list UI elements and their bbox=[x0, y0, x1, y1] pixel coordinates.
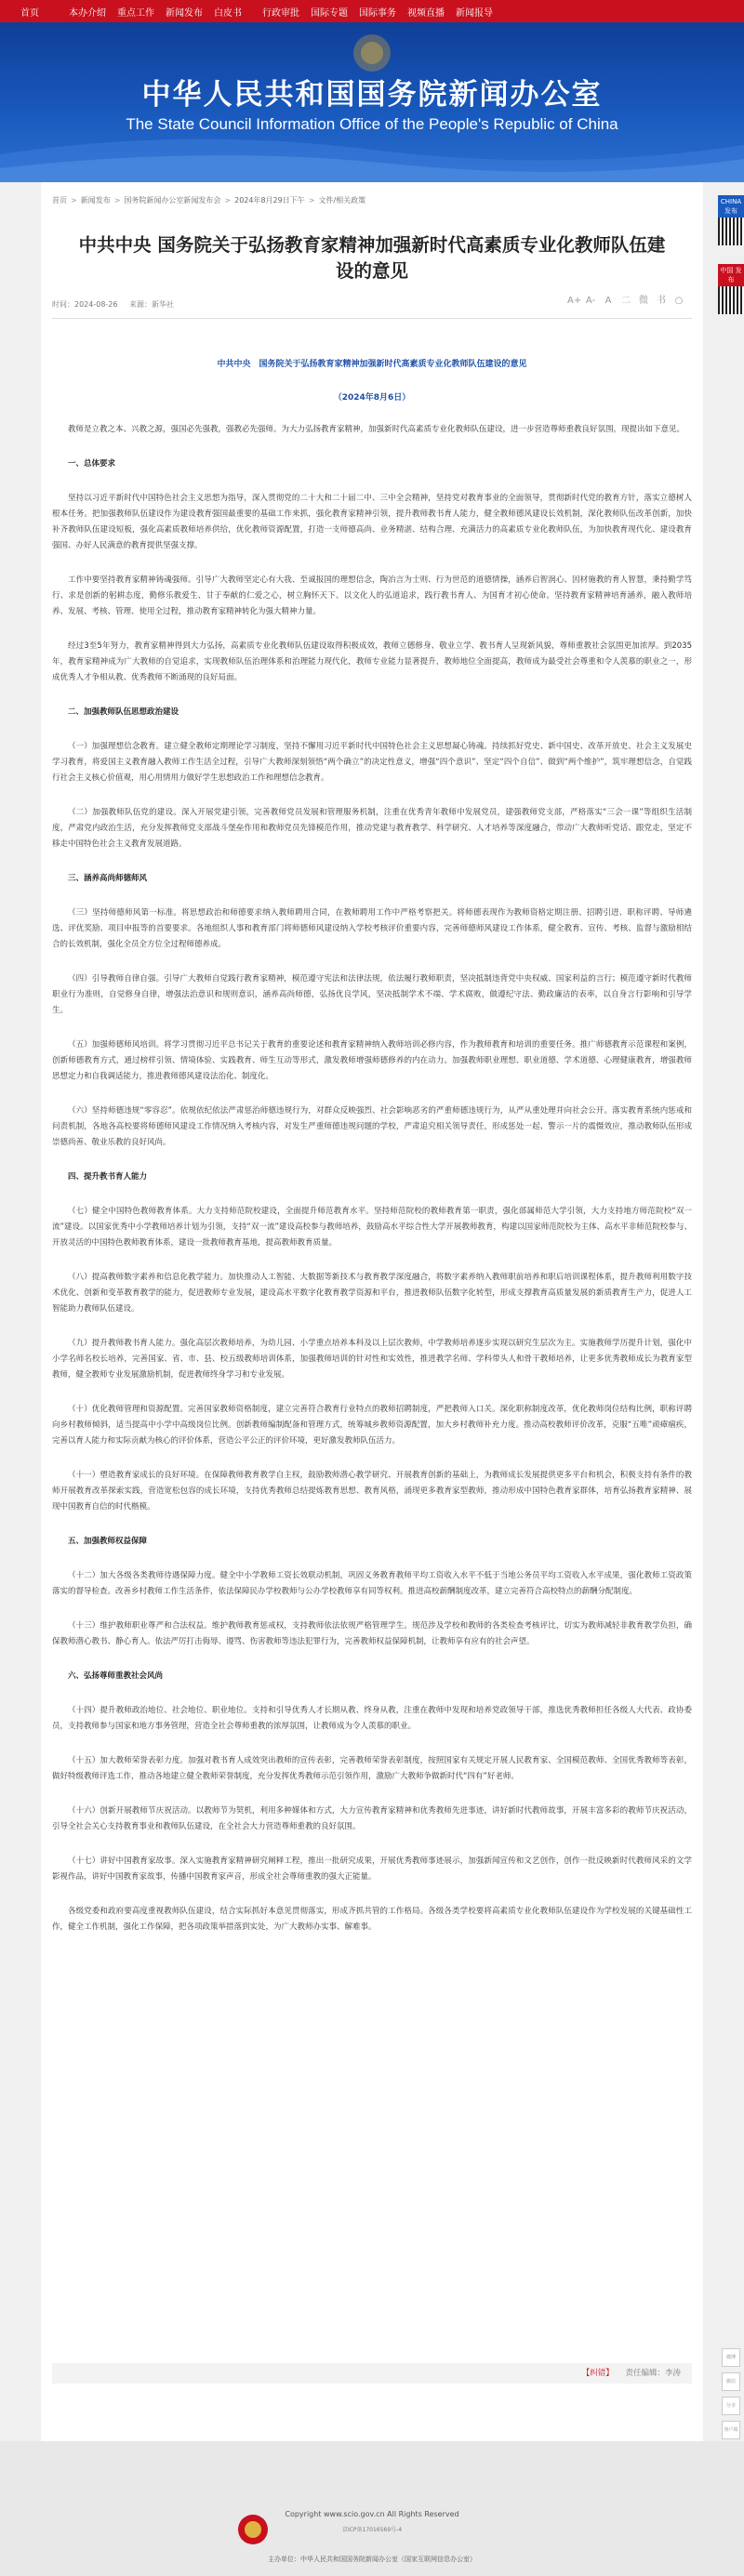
document-date: （2024年8月6日） bbox=[333, 393, 411, 403]
qr-code-icon bbox=[718, 218, 744, 245]
article-source: 来源：新华社 bbox=[129, 300, 175, 309]
breadcrumb-item[interactable]: 首页 bbox=[52, 196, 67, 205]
right-float-panel bbox=[718, 195, 744, 314]
body-paragraph: （十）优化教师管理和资源配置。完善国家教师资格制度，建立完善符合教育行业特点的教师招聘制度，严把教师入口关。深化职称制度改革，优化教师岗位结构比例，职称评聘向乡村教师倾斜，适当提高中小学中高级岗位比例。创新教师编制配备和管理方式，统筹城乡教师资源配置，加大乡村教师补充力度。推动高校教师评价改革，克服“五唯”顽瘴痼疾，完善以育人能力和实际贡献为核心的评价体系，营造公平公正的评价环境，更好激发教师队伍活力。 bbox=[52, 1405, 692, 1446]
right-share-panel bbox=[718, 2343, 744, 2439]
body-paragraph: 经过3至5年努力，教育家精神得到大力弘扬，高素质专业化教师队伍建设取得积极成效，教师立德修身、敬业立学、教书育人呈现新风貌，尊师重教社会氛围更加浓厚。到2035年，教育家精神成为广大教师的自觉追求，实现教师队伍治理体系和治理能力现代化，教师专业能力显著提升，教师地位全面提高，教师成为最受社会尊重和令人羡慕的职业之一，形成优秀人才争相从教、优秀教师不断涌现的良好局面。 bbox=[52, 641, 692, 682]
breadcrumb-item[interactable]: 2024年8月29日下午 bbox=[234, 196, 305, 205]
breadcrumb-item[interactable]: 文件/相关政策 bbox=[318, 196, 366, 205]
body-paragraph: 各级党委和政府要高度重视教师队伍建设，结合实际抓好本意见贯彻落实，形成齐抓共管的工作格局。各级各类学校要将高素质专业化教师队伍建设作为学校发展的关键基础性工作，健全工作机制，强化工作保障，把各项政策举措落到实处，为广大教师办实事、解难事。 bbox=[52, 1907, 692, 1932]
body-paragraph: 坚持以习近平新时代中国特色社会主义思想为指导，深入贯彻党的二十大和二十届二中、三中全会精神，坚持党对教育事业的全面领导，贯彻新时代党的教育方针，落实立德树人根本任务。把加强教师队伍建设作为建设教育强国最重要的基础工作来抓，强化教育家精神引领，提升教师教书育人能力，健全教师德风建设长效机制，深化教师队伍改革创新，加快补齐教师队伍建设短板，强化高素质教师培养供给，优化教师资源配置，打造一支师德高尚、业务精湛、结构合理、充满活力的高素质专业化教师队伍，为加快教育现代化、建设教育强国、办好人民满意的教育提供坚强支撑。 bbox=[52, 494, 692, 550]
body-paragraph: （十三）维护教师职业尊严和合法权益。维护教师教育惩戒权，支持教师依法依规严格管理学生。规范涉及学校和教师的各类检查考核评比，切实为教师减轻非教育教学负担，确保教师潜心教书、静心育人。依法严厉打击侮辱、谩骂、伤害教师等违法犯罪行为，完善教师权益保障机制，让教师享有应有的社会声望。 bbox=[52, 1621, 692, 1646]
article-tool-button[interactable]: 二 bbox=[621, 296, 631, 306]
breadcrumb-separator: > bbox=[113, 196, 121, 205]
body-paragraph: （二）加强教师队伍党的建设。深入开展党建引领，完善教师党员发展和管理服务机制，注重在优秀青年教师中发展党员，建强教师党支部，严格落实“三会一课”等组织生活制度，严肃党内政治生活，充分发挥教师党支部战斗堡垒作用和教师党员先锋模范作用，推动党建与教育教学、科学研究、人才培养等深度融合，带动广大教师听党话、跟党走，坚定不移走中国特色社会主义教育发展道路。 bbox=[52, 808, 692, 849]
body-paragraph: （五）加强师德师风培训。将学习贯彻习近平总书记关于教育的重要论述和教育家精神纳入教师培训必修内容，作为教师教育和培训的重要任务。推广师德教育示范课程和案例，创新师德教育方式，通过榜样引领、情境体验、实践教育、师生互动等形式，激发教师增强师德修养的内在动力。加强教师职业理想、职业道德、学术道德、心理健康教育，增强教师思想定力和自我调适能力，推进教师德风建设法治化、制度化。 bbox=[52, 1040, 692, 1081]
section-heading: 一、总体要求 bbox=[68, 459, 116, 469]
site-banner bbox=[0, 22, 744, 182]
section-heading: 五、加强教师权益保障 bbox=[68, 1537, 148, 1546]
article-meta bbox=[52, 299, 183, 310]
body-paragraph: （四）引导教师自律自强。引导广大教师自觉践行教育家精神，模范遵守宪法和法律法规，依法履行教师职责，坚决抵制违背党中央权威、国家利益的言行；模范遵守新时代教师职业行为准则，自觉修身自律，增强法治意识和规则意识，涵养高尚师德，弘扬优良学风，坚决抵制学术不端、学术腐败，做遵纪守法、勤政廉洁的表率，以自身言行影响和引导学生。 bbox=[52, 974, 692, 1015]
body-paragraph: 教师是立教之本、兴教之源，强国必先强教，强教必先强师。为大力弘扬教育家精神，加强新时代高素质专业化教师队伍建设，进一步营造尊师重教良好氛围，现提出如下意见。 bbox=[68, 425, 685, 434]
nav-item[interactable]: 新闻报导 bbox=[456, 7, 493, 19]
section-heading: 三、涵养高尚师德师风 bbox=[68, 874, 148, 883]
qr-code-icon bbox=[718, 286, 744, 314]
section-heading: 二、加强教师队伍思想政治建设 bbox=[68, 707, 179, 717]
copyright-text: Copyright www.scio.gov.cn All Rights Reserved bbox=[285, 2510, 459, 2518]
share-icon[interactable]: 微信 bbox=[722, 2372, 740, 2391]
nav-item[interactable]: 新闻发布 bbox=[166, 7, 203, 19]
breadcrumb bbox=[52, 195, 365, 205]
body-paragraph: （十五）加大教师荣誉表彰力度。加强对教书育人成效突出教师的宣传表彰，完善教师荣誉表彰制度，按照国家有关规定开展人民教育家、全国模范教师、全国优秀教师等表彰，做好特级教师评选工作，推动各地建立健全教师荣誉制度，充分发挥优秀教师示范引领作用，激励广大教师争做新时代“四有”好老师。 bbox=[52, 1756, 692, 1781]
nav-item[interactable]: 首页 bbox=[20, 7, 39, 19]
nav-item[interactable]: 白皮书 bbox=[214, 7, 242, 19]
article-panel bbox=[41, 182, 703, 2441]
body-paragraph: 工作中要坚持教育家精神铸魂强师。引导广大教师坚定心有大我、至诚报国的理想信念，陶冶言为士则、行为世范的道德情操，涵养启智润心、因材施教的育人智慧，秉持勤学笃行、求是创新的躬耕态度，勤修乐教爱生、甘于奉献的仁爱之心，树立胸怀天下、以文化人的弘道追求，践行教书育人、为国育才初心使命。坚持教育家精神培育涵养，融入教师培养、发展、考核、管理、使用全过程，推动教育家精神转化为强大精神力量。 bbox=[52, 575, 692, 616]
nav-item[interactable]: 国际专题 bbox=[311, 7, 348, 19]
body-paragraph: （六）坚持师德违规“零容忍”。依规依纪依法严肃惩治师德违规行为，对群众反映强烈、社会影响恶劣的严重师德违规行为，从严从重处理并向社会公开。落实教育系统内惩戒和问责机制，各地各高校要将师德师风建设工作情况纳入考核内容，对发生严重师德违规问题的学校，严肃追究相关领导责任，形成惩处一起、警示一片的震慑效应，推动教师队伍形成崇德尚善、敬业乐教的良好风尚。 bbox=[52, 1106, 692, 1147]
divider bbox=[52, 318, 692, 319]
body-paragraph: （十六）创新开展教师节庆祝活动。以教师节为契机，利用多种媒体和方式，大力宣传教育家精神和优秀教师先进事迹，讲好新时代教师故事，开展丰富多彩的教师节庆祝活动，引导全社会关心支持教育事业和教师队伍建设，在全社会大力营造尊师重教的良好氛围。 bbox=[52, 1806, 692, 1831]
article-tool-button[interactable]: 书 bbox=[657, 296, 666, 306]
site-title-chinese: 中华人民共和国国务院新闻办公室 bbox=[141, 78, 603, 112]
article-tools bbox=[567, 296, 684, 307]
article-body bbox=[52, 357, 692, 1954]
qr-label-2: 中国 发布 bbox=[718, 264, 744, 286]
section-heading: 四、提升教书育人能力 bbox=[68, 1172, 148, 1182]
article-tool-button[interactable]: 微 bbox=[639, 296, 648, 306]
body-paragraph: （十七）讲好中国教育家故事。深入实施教育家精神研究阐释工程，推出一批研究成果，开展优秀教师事迹展示，加强新闻宣传和文艺创作，创作一批反映新时代教师风采的文学影视作品，讲好中国教育家故事，传播中国教育家声音，形成全社会尊师重教的强大正能量。 bbox=[52, 1856, 692, 1882]
document-subtitle: 中共中央 国务院关于弘扬教育家精神加强新时代高素质专业化教师队伍建设的意见 bbox=[217, 360, 527, 369]
qr-label-1: CHINA 发布 bbox=[718, 195, 744, 218]
nav-item[interactable]: 行政审批 bbox=[262, 7, 299, 19]
article-tool-button[interactable]: A- bbox=[585, 296, 596, 306]
breadcrumb-separator: > bbox=[308, 196, 315, 205]
body-paragraph: （十四）提升教师政治地位、社会地位、职业地位。支持和引导优秀人才长期从教、终身从教，注重在教师中发现和培养党政领导干部，推选优秀教师担任各级人大代表、政协委员，支持教师参与国家和地方事务管理，营造全社会尊师重教的浓厚氛围，让教师成为令人羡慕的职业。 bbox=[52, 1706, 692, 1731]
nav-item[interactable]: 国际事务 bbox=[359, 7, 396, 19]
section-heading: 六、弘扬尊师重教社会风尚 bbox=[68, 1671, 164, 1681]
share-icon[interactable]: 客户端 bbox=[722, 2421, 740, 2439]
breadcrumb-item[interactable]: 新闻发布 bbox=[80, 196, 111, 205]
body-paragraph: （一）加强理想信念教育。建立健全教师定期理论学习制度，坚持不懈用习近平新时代中国特色社会主义思想凝心铸魂。持续抓好党史、新中国史、改革开放史、社会主义发展史学习教育，将爱国主义教育融入教师工作生活全过程，引导广大教师深刻领悟“两个确立”的决定性意义，增强“四个意识”、坚定“四个自信”、做到“两个维护”，筑牢理想信念，自觉践行社会主义核心价值观，用心用情用力做好学生思想政治工作和理想信念教育。 bbox=[52, 742, 692, 783]
nav-item[interactable]: 本办介绍 bbox=[69, 7, 106, 19]
article-title: 中共中央 国务院关于弘扬教育家精神加强新时代高素质专业化教师队伍建设的意见 bbox=[78, 234, 666, 282]
error-report-link[interactable]: 【纠错】 bbox=[581, 2369, 614, 2378]
breadcrumb-separator: > bbox=[224, 196, 232, 205]
editor-label: 责任编辑：李涛 bbox=[625, 2369, 681, 2378]
site-footer bbox=[0, 2441, 744, 2576]
article-tool-button[interactable]: ○ bbox=[674, 296, 684, 306]
body-paragraph: （十二）加大各级各类教师待遇保障力度。健全中小学教师工资长效联动机制，巩固义务教育教师平均工资收入水平不低于当地公务员平均工资收入水平成果，强化教师工资政策落实的督导检查。改善乡村教师工作生活条件，依法保障民办学校教师与公办学校教师享有同等权利。推进高校薪酬制度改革，建立完善符合高校特点的薪酬分配制度。 bbox=[52, 1571, 692, 1596]
site-title-english: The State Council Information Office of the People's Republic of China bbox=[126, 115, 618, 133]
nav-item[interactable]: 重点工作 bbox=[117, 7, 154, 19]
article-date: 时间：2024-08-26 bbox=[52, 300, 118, 309]
nav-item[interactable]: 视频直播 bbox=[407, 7, 445, 19]
body-paragraph: （十一）塑造教育家成长的良好环境。在保障教师教育教学自主权，鼓励教师潜心教学研究、开展教育创新的基础上，为教师成长发展提供更多平台和机会，积极支持有条件的教师开展教育改革探索实践，营造宽松包容的成长环境，支持优秀教师总结提炼教育思想、教育风格，涌现更多教育家型教师，推动形成中国特色教育家群体，培育弘扬教育家精神、展现中国教育自信的时代楷模。 bbox=[52, 1471, 692, 1512]
body-paragraph: （七）健全中国特色教师教育体系。大力支持师范院校建设，全面提升师范教育水平。坚持师范院校的教师教育第一职责，强化部属师范大学引领，大力支持地方师范院校“双一流”建设。以国家优秀中小学教师培养计划为引领，支持“双一流”建设高校参与教师培养，鼓励高水平综合性大学开展教师教育，构建以国家师范院校为主体、高水平非师范院校参与、开放灵活的中国特色教师教育体系，建设一批教师教育基地，提高教师教育质量。 bbox=[52, 1207, 692, 1248]
share-icon[interactable]: 分享 bbox=[722, 2397, 740, 2415]
icp-text: 京ICP备17016569号-4 bbox=[341, 2527, 403, 2533]
article-tool-button[interactable]: A bbox=[604, 296, 612, 306]
body-paragraph: （三）坚持师德师风第一标准。将思想政治和师德要求纳入教师聘用合同，在教师聘用工作中严格考察把关。将师德表现作为教师资格定期注册、招聘引进、职称评聘、导师遴选、评优奖励、项目申报等的首要要求。各地组织人事和教育部门将师德师风建设纳入学校考核评价重要内容，完善师德师风建设工作体系，健全教育、宣传、考核、监督与激励相结合的长效机制，强化全员全方位全过程师德养成。 bbox=[52, 908, 692, 949]
breadcrumb-separator: > bbox=[71, 196, 77, 205]
breadcrumb-item[interactable]: 国务院新闻办公室新闻发布会 bbox=[124, 196, 221, 205]
article-tool-button[interactable]: A+ bbox=[567, 296, 582, 306]
share-icon[interactable]: 微博 bbox=[722, 2348, 740, 2367]
body-paragraph: （八）提高教师数字素养和信息化教学能力。加快推动人工智能、大数据等新技术与教育教学深度融合，将数字素养纳入教师职前培养和职后培训课程体系，提升教师利用数字技术优化、创新和变革教育教学的能力，促进教师专业发展，建设高水平数字化教育教学资源和平台，推进教师队伍数字化转型，形成支撑教育高质量发展的新质教育生产力，促进人工智能助力教师队伍建设。 bbox=[52, 1273, 692, 1314]
source-bar bbox=[52, 2363, 692, 2384]
top-navigation bbox=[0, 0, 744, 22]
body-paragraph: （九）提升教师教书育人能力。强化高层次教师培养，为幼儿园、小学重点培养本科及以上层次教师，中学教师培养逐步实现以研究生层次为主。实施教师学历提升计划，强化中小学名师名校长培养，完善国家、省、市、县、校五级教师培训体系，加强教师培训的针对性和实效性，推进教学名师、学科带头人和骨干教师培养，让更多优秀教师成长为教育家型教师，健全教师专业发展激励机制，促进教师终身学习和专业发展。 bbox=[52, 1339, 692, 1380]
host-text: 主办单位：中华人民共和国国务院新闻办公室（国家互联网信息办公室） bbox=[268, 2556, 476, 2563]
national-emblem-icon bbox=[321, 30, 423, 76]
